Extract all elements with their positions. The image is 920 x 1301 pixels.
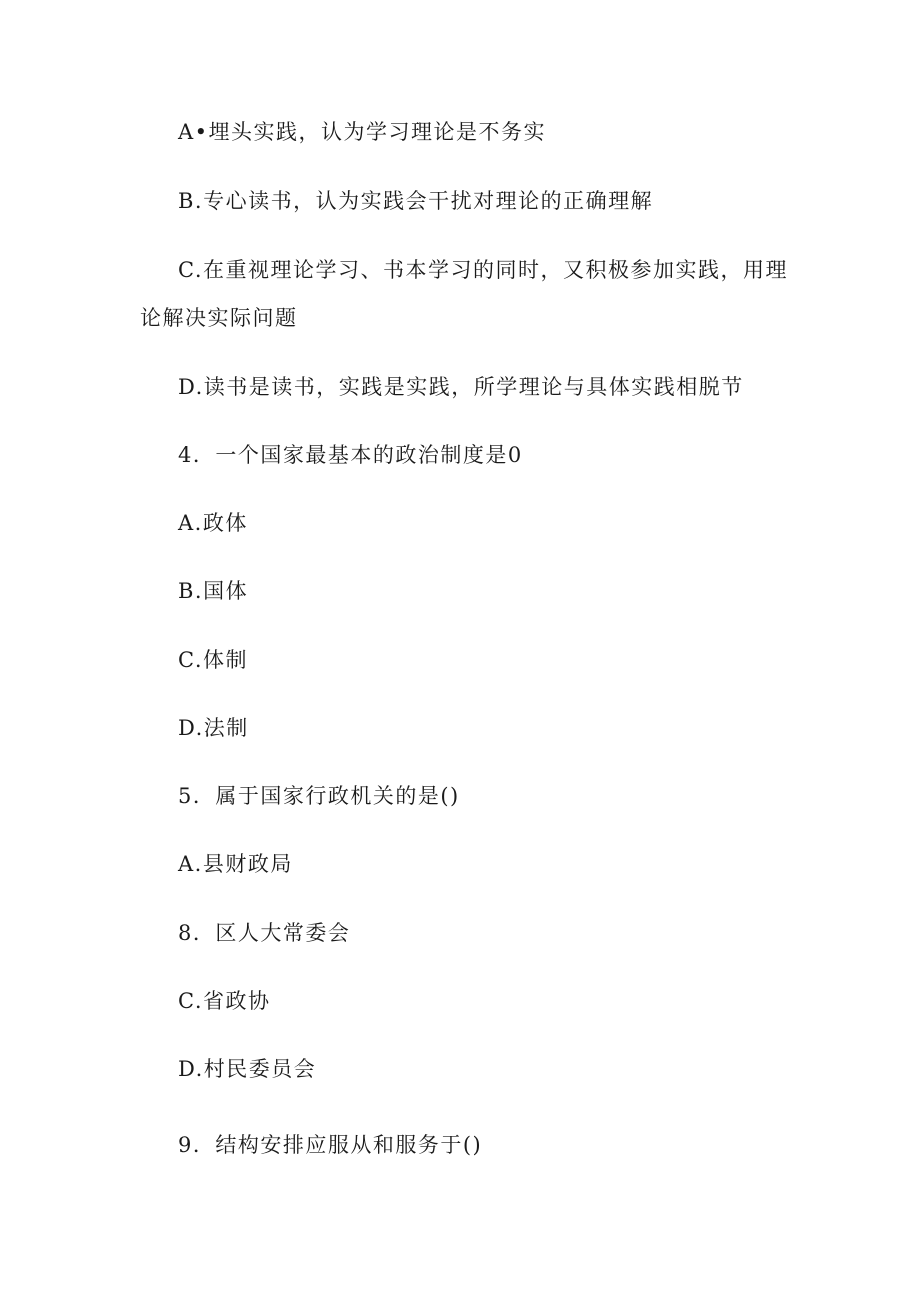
option-d-q3: D.读书是读书，实践是实践，所学理论与具体实践相脱节 [178,375,744,399]
option-c-q3: C.在重视理论学习、书本学习的同时，又积极参加实践，用理 [178,258,788,282]
option-d-q5: D.村民委员会 [178,1057,317,1081]
option-c-q5: C.省政协 [178,989,271,1013]
option-b-q4: B.国体 [178,579,249,603]
option-b-q5: 8．区人大常委会 [178,921,351,945]
question-5: 5．属于国家行政机关的是() [178,784,460,808]
question-4: 4．一个国家最基本的政治制度是0 [178,443,523,467]
option-a-q3: A•埋头实践，认为学习理论是不务实 [178,120,547,144]
option-b-q3: B.专心读书，认为实践会干扰对理论的正确理解 [178,189,654,213]
option-c-q4: C.体制 [178,648,248,672]
option-a-q4: A.政体 [178,511,248,535]
option-d-q4: D.法制 [178,716,249,740]
question-9: 9．结构安排应服从和服务于() [178,1133,483,1157]
option-c-q3-continued: 论解决实际问题 [140,306,298,330]
option-a-q5: A.县财政局 [178,852,293,876]
